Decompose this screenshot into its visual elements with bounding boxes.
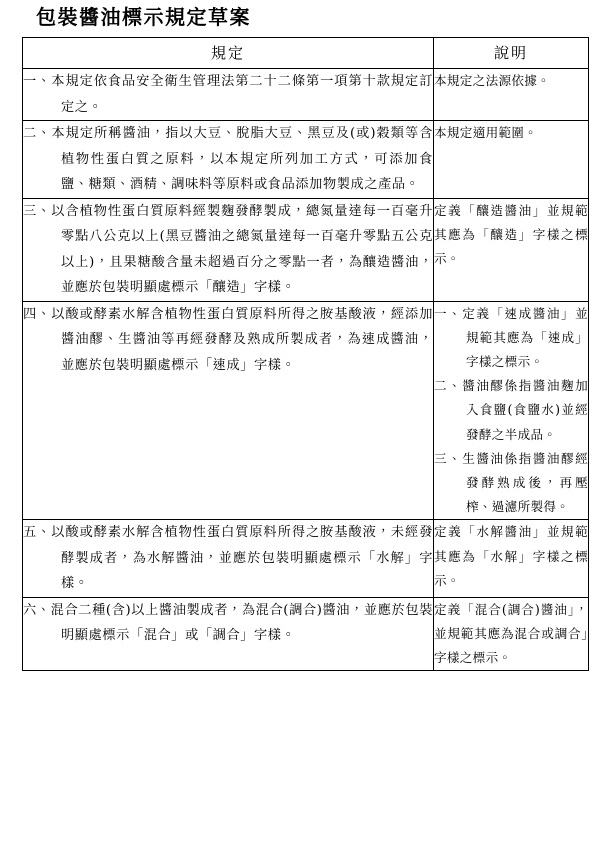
table-row [23, 597, 589, 671]
note-sub-item: 一、定義「速成醬油」並規範其應為「速成」字樣之標示。 [434, 305, 588, 369]
column-header-note: 說明 [434, 38, 589, 69]
table-row [23, 121, 589, 199]
note-text: 本規定適用範圍。 [434, 125, 538, 140]
note-cell [434, 597, 589, 671]
note-cell [434, 121, 589, 199]
table-row [23, 198, 589, 301]
note-text: 定義「混合(調合)醬油」，並規範其應為混合或調合」字樣之標示。 [434, 601, 588, 666]
table-row [23, 520, 589, 598]
note-sub-item: 二、醬油醪係指醬油麴加入食鹽(食鹽水)並經發酵之半成品。 [434, 378, 588, 442]
regulation-table [22, 37, 589, 671]
table-body [23, 69, 589, 671]
rule-cell [23, 198, 434, 301]
note-cell [434, 301, 589, 520]
note-sub-item: 三、生醬油係指醬油醪經發酵熟成後，再壓榨、過濾所製得。 [434, 450, 588, 515]
table-header [23, 38, 589, 69]
page-title: 包裝醬油標示規定草案 [36, 5, 251, 29]
rule-text: 四、以酸或酵素水解含植物性蛋白質原料所得之胺基酸液，經添加醬油醪、生醬油等再經發酵及熟成所製成者，為速成醬油，並應於包裝明顯處標示「速成」字樣。 [23, 306, 433, 373]
table-row [23, 69, 589, 121]
rule-text: 三、以含植物性蛋白質原料經製麴發酵製成，總氮量達每一百毫升零點八公克以上(黑豆醬油之總氮量達每一百毫升零點五公克以上)，且果糖酸含量未超過百分之零點一者，為釀造醬油，並應於包裝明顯處標示「釀造」字樣。 [23, 203, 433, 295]
rule-text: 二、本規定所稱醬油，指以大豆、脫脂大豆、黑豆及(或)穀類等含植物性蛋白質之原料，以本規定所列加工方式，可添加食鹽、糖類、酒精、調味料等原料或食品添加物製成之產品。 [23, 126, 433, 192]
note-text: 定義「水解醬油」並規範其應為「水解」字樣之標示。 [434, 524, 588, 588]
column-header-rule: 規定 [23, 38, 434, 69]
rule-cell [23, 69, 434, 121]
note-cell [434, 520, 589, 598]
rule-text: 五、以酸或酵素水解含植物性蛋白質原料所得之胺基酸液，未經發酵製成者，為水解醬油，並應於包裝明顯處標示「水解」字樣。 [23, 525, 433, 592]
rule-cell [23, 121, 434, 199]
rule-cell [23, 597, 434, 671]
table-row [23, 301, 589, 520]
note-text: 定義「釀造醬油」並規範其應為「釀造」字樣之標示。 [434, 202, 588, 266]
rule-cell [23, 301, 434, 520]
rule-text: 六、混合二種(含)以上醬油製成者，為混合(調合)醬油，並應於包裝明顯處標示「混合」或「調合」字樣。 [23, 602, 433, 644]
table-header-row [23, 38, 589, 69]
note-cell [434, 198, 589, 301]
rule-text: 一、本規定依食品安全衛生管理法第二十二條第一項第十款規定訂定之。 [23, 74, 433, 115]
note-text: 本規定之法源依據。 [434, 73, 551, 88]
rule-cell [23, 520, 434, 598]
note-cell [434, 69, 589, 121]
